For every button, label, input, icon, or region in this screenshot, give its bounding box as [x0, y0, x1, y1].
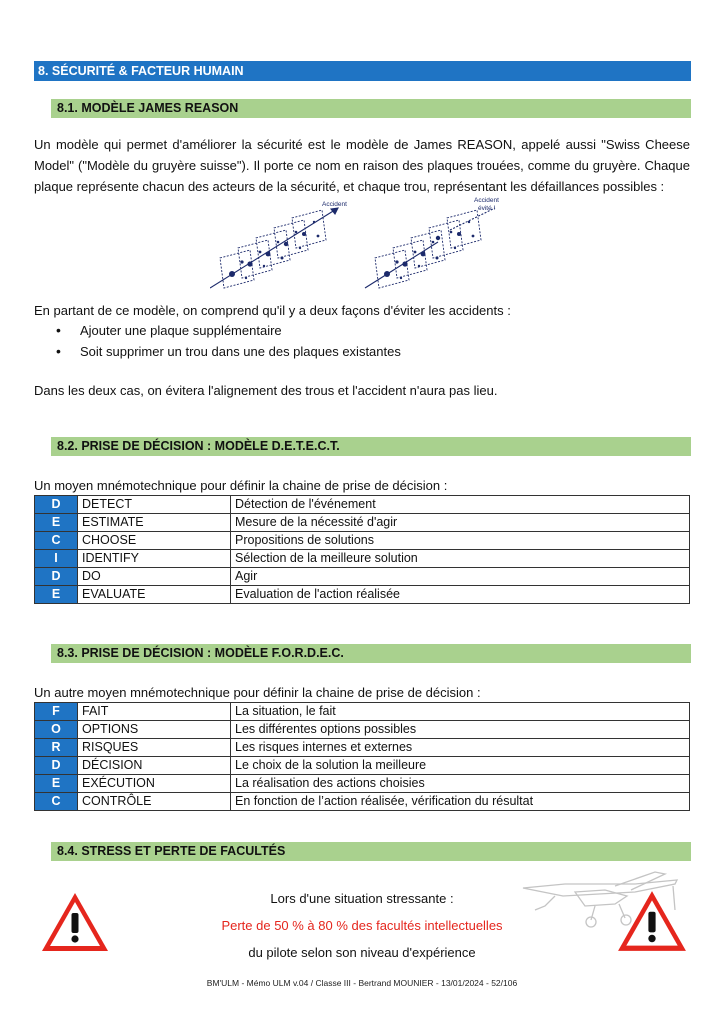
page-footer: BM'ULM - Mémo ULM v.04 / Classe III - Bertrand MOUNIER - 13/01/2024 - 52/106: [206, 978, 518, 988]
cheese-hole: [436, 257, 439, 260]
table-row: E EVALUATE Evaluation de l'action réalisée: [35, 586, 690, 604]
cheese-hole: [468, 221, 470, 223]
cheese-plate: [447, 210, 481, 248]
fordec-table: [34, 702, 690, 811]
cheese-hole: [436, 236, 440, 240]
accident-avoided-label-1: Accident: [474, 197, 499, 204]
accident-avoided-label-2: évité !: [478, 205, 496, 212]
cheese-plate: [411, 230, 445, 268]
arrow-head: [331, 208, 338, 214]
cheese-hole: [263, 265, 265, 267]
stress-line-1: Lors d'une situation stressante :: [270, 891, 454, 906]
table-row: D DÉCISION Le choix de la solution la meilleure: [35, 757, 690, 775]
accident-trajectory-arrow: [210, 208, 338, 288]
subsection-heading-8-1: 8.1. MODÈLE JAMES REASON: [51, 99, 691, 118]
table-row: E ESTIMATE Mesure de la nécessité d'agir: [35, 514, 690, 532]
reason-conclusion-paragraph: Dans les deux cas, on évitera l'alignement des trous et l'accident n'aura pas lieu.: [34, 383, 498, 398]
cheese-hole: [259, 251, 262, 254]
cheese-hole: [245, 277, 247, 279]
cheese-hole: [414, 251, 417, 254]
table-row: O OPTIONS Les différentes options possibles: [35, 721, 690, 739]
subsection-heading-8-3: 8.3. PRISE DE DÉCISION : MODÈLE F.O.R.D.E.C.: [51, 644, 691, 663]
cheese-plate: [375, 250, 409, 288]
reason-lead-paragraph: En partant de ce modèle, on comprend qu'il y a deux façons d'éviter les accidents :: [34, 303, 511, 318]
detect-table: [34, 495, 690, 604]
cheese-hole: [472, 235, 475, 238]
list-item: • Ajouter une plaque supplémentaire: [52, 320, 401, 341]
cheese-plate: [238, 240, 272, 278]
list-item: • Soit supprimer un trou dans une des plaques existantes: [52, 341, 401, 362]
cheese-hole: [317, 235, 320, 238]
table-row: C CHOOSE Propositions de solutions: [35, 532, 690, 550]
stress-line-3: du pilote selon son niveau d'expérience: [248, 945, 476, 960]
cheese-hole: [400, 277, 402, 279]
reason-intro-paragraph: Un modèle qui permet d'améliorer la sécurité est le modèle de James REASON, appelé aussi "Swiss Cheese Model" ("Modèle du gruyère suisse"). Il porte ce nom en raison des plaques trouées, comme du gruyère. Chaque plaque représente chacun des acteurs de la sécurité, et chaque trou, représentant les défaillances possibles :: [34, 137, 690, 194]
cheese-hole: [277, 241, 280, 244]
cheese-hole: [418, 265, 420, 267]
table-row: C CONTRÔLE En fonction de l’action réalisée, vérification du résultat: [35, 793, 690, 811]
table-row: R RISQUES Les risques internes et externes: [35, 739, 690, 757]
table-row: I IDENTIFY Sélection de la meilleure solution: [35, 550, 690, 568]
cheese-hole: [395, 260, 398, 263]
table-row: E EXÉCUTION La réalisation des actions choisies: [35, 775, 690, 793]
table-row: D DETECT Détection de l'événement: [35, 496, 690, 514]
cheese-hole: [457, 232, 461, 236]
section-heading: 8. SÉCURITÉ & FACTEUR HUMAIN: [34, 61, 691, 81]
table-row: D DO Agir: [35, 568, 690, 586]
cheese-hole: [281, 257, 284, 260]
cheese-hole: [454, 247, 456, 249]
cheese-hole: [295, 231, 298, 234]
fordec-intro: Un autre moyen mnémotechnique pour définir la chaine de prise de décision :: [34, 685, 481, 700]
warning-sign-icon: [40, 891, 110, 953]
cheese-plate: [220, 250, 254, 288]
cheese-plate: [292, 210, 326, 248]
cheese-hole: [450, 231, 453, 234]
subsection-heading-8-2: 8.2. PRISE DE DÉCISION : MODÈLE D.E.T.E.C.T.: [51, 437, 691, 456]
cheese-plate: [274, 220, 308, 258]
table-row: F FAIT La situation, le fait: [35, 703, 690, 721]
cheese-hole: [299, 247, 301, 249]
subsection-heading-8-4: 8.4. STRESS ET PERTE DE FACULTÉS: [51, 842, 691, 861]
reason-bullet-list: [52, 320, 401, 362]
cheese-hole: [284, 242, 288, 246]
stress-line-2-highlight: Perte de 50 % à 80 % des facultés intellectuelles: [221, 918, 503, 933]
cheese-hole: [240, 260, 243, 263]
accident-label: Accident: [322, 201, 347, 208]
cheese-hole: [432, 241, 435, 244]
swiss-cheese-diagram: [210, 196, 510, 292]
detect-intro: Un moyen mnémotechnique pour définir la chaine de prise de décision :: [34, 478, 448, 493]
cheese-hole: [302, 232, 306, 236]
